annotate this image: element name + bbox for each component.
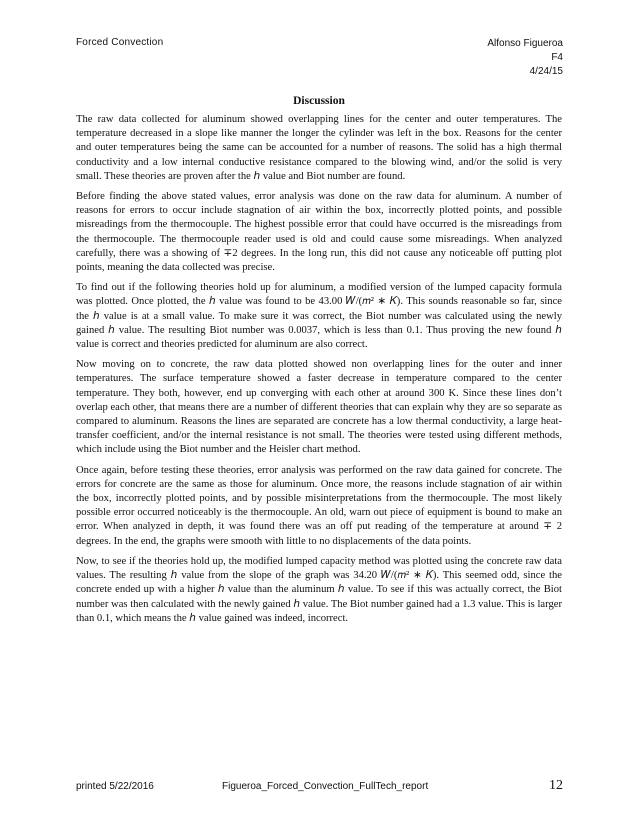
footer-printed-date: printed 5/22/2016	[76, 781, 154, 792]
header-author-name: Alfonso Figueroa	[487, 38, 563, 49]
discussion-body	[76, 113, 562, 632]
header-date: 4/24/15	[529, 66, 563, 77]
paragraph-concrete-lumped-capacity: Now, to see if the theories hold up, the modified lumped capacity method was plotted using the concrete raw data values. The resulting ℎ value from the slope of the graph was 34.20 𝑊/(𝑚² ∗ 𝐾). This seemed odd, since the concrete ended up with a higher ℎ value than the aluminum ℎ value. To see if this was actually correct, the Biot number was then calculated with the newly gained ℎ value. The Biot number gained had a 1.3 value. This is larger than 0.1, which means the ℎ value gained was indeed, incorrect.	[76, 555, 562, 624]
header-course-title: Forced Convection	[76, 37, 164, 48]
paragraph-aluminum-lumped-capacity: To find out if the following theories hold up for aluminum, a modified version of the lumped capacity formula was plotted. Once plotted, the ℎ value was found to be 43.00 𝑊/(𝑚² ∗ 𝐾). This sounds reasonable so far, since the ℎ value is at a small value. To make sure it was correct, the Biot number was calculated using the newly gained ℎ value. The resulting Biot number was 0.0037, which is less than 0.1. Thus proving the new found ℎ value is correct and theories predicted for aluminum are also correct.	[76, 282, 562, 351]
paragraph-aluminum-raw-data: The raw data collected for aluminum showed overlapping lines for the center and outer temperatures. The temperature decreased in a slope like manner the longer the cylinder was left in the box. Reasons for the center and outer temperatures being the same can be accounted for a number of reasons. The solid has a high thermal conductivity and a low internal conductive resistance compared to the blowing wind, and/or the solid is very small. These theories are proven after the ℎ value and Biot number are found.	[76, 114, 562, 182]
section-title: Discussion	[293, 95, 345, 107]
header-author-block	[487, 37, 563, 79]
header-section: F4	[551, 52, 563, 63]
paragraph-concrete-raw-data: Now moving on to concrete, the raw data plotted showed non overlapping lines for the outer and inner temperatures. The surface temperature showed a faster decrease in temperature compared to the center temperature. They both, however, end up converging with each other at around 300 K. Since these lines don’t overlap each other, that means there are a number of different theories that can explain why they are so separate as compared to aluminum. Reasons the lines are separated are concrete has a low thermal conductivity, a large heat-transfer coefficient, and/or the internal resistance is not small. The theories were tested using different methods, which include using the Biot number and the Heisler chart method.	[76, 359, 562, 456]
page-number: 12	[549, 778, 563, 793]
paragraph-concrete-error-analysis: Once again, before testing these theories, error analysis was performed on the raw data gained for concrete. The errors for concrete are the same as those for aluminum. Once more, the reasons include stagnation of air within the box, incorrectly plotted points, and by possible misinterpretations from the thermocouple. The most likely possible error occurred noticeably is the thermocouple. An old, warn out piece of equipment is bound to make an error. When analyzed in depth, it was found there was an off put reading of the temperature at around ∓ 2 degrees. In the end, the graphs were smooth with little to no displacements of the data points.	[76, 464, 562, 547]
footer-filename: Figueroa_Forced_Convection_FullTech_report	[222, 781, 429, 792]
paragraph-aluminum-error-analysis: Before finding the above stated values, error analysis was done on the raw data for aluminum. A number of reasons for errors to occur include stagnation of air within the box, incorrectly plotted points, and possible misreadings from the thermocouple. The highest possible error that could have occurred is the misreadings from the thermocouple. The thermocouple reader used is old and could cause some misreadings. When analyzed carefully, there was a showing of ∓2 degrees. In the long run, this did not cause any noticeable off putting plot points, meaning the data collected was precise.	[76, 191, 562, 274]
